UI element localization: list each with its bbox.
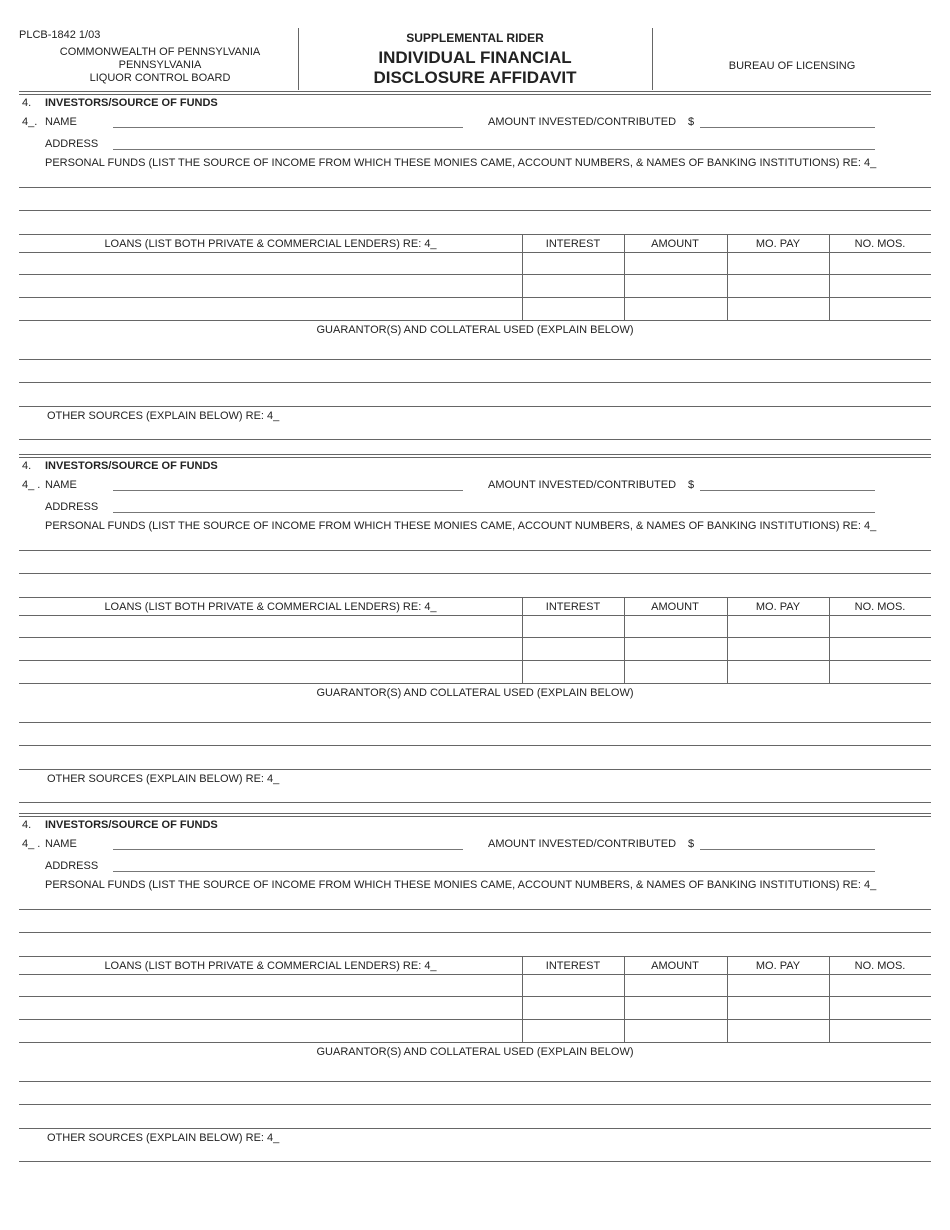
address-label: ADDRESS <box>45 860 99 872</box>
other-sources-line[interactable] <box>19 1145 931 1160</box>
loan-row-lender[interactable] <box>21 303 519 317</box>
guarantor-rule-2 <box>19 745 931 746</box>
loan-row-lender[interactable] <box>21 257 519 271</box>
personal-funds-rule-2 <box>19 573 931 574</box>
guarantor-line-1[interactable] <box>19 343 931 358</box>
guarantor-label: GUARANTOR(S) AND COLLATERAL USED (EXPLAIN BELOW) <box>316 1046 634 1058</box>
name-underline <box>113 849 463 850</box>
address-underline <box>113 149 875 150</box>
name-prefix: 4_. <box>22 116 38 128</box>
header-divider-left <box>298 28 299 90</box>
loans-row-rule-1 <box>19 274 931 275</box>
other-sources-rule <box>19 439 931 440</box>
agency-line-3: LIQUOR CONTROL BOARD <box>89 72 231 84</box>
personal-funds-line-2[interactable] <box>19 557 931 572</box>
section-heading: INVESTORS/SOURCE OF FUNDS <box>45 97 218 109</box>
personal-funds-rule-1 <box>19 909 931 910</box>
personal-funds-line-1[interactable] <box>19 893 931 908</box>
name-field[interactable] <box>113 476 463 490</box>
guarantor-line-1[interactable] <box>19 1065 931 1080</box>
amount-underline <box>700 127 875 128</box>
guarantor-line-2[interactable] <box>19 729 931 744</box>
address-field[interactable] <box>113 135 875 149</box>
guarantor-label: GUARANTOR(S) AND COLLATERAL USED (EXPLAIN BELOW) <box>316 324 634 336</box>
name-underline <box>113 490 463 491</box>
address-underline <box>113 871 875 872</box>
personal-funds-rule-2 <box>19 210 931 211</box>
personal-funds-line-2[interactable] <box>19 916 931 931</box>
personal-funds-rule-1 <box>19 550 931 551</box>
loans-table-bottom <box>19 1042 931 1043</box>
loans-col-divider <box>829 597 830 683</box>
name-prefix: 4_ . <box>22 838 41 850</box>
col-interest: INTEREST <box>545 960 601 972</box>
investor-section <box>0 813 950 1144</box>
loan-row-lender[interactable] <box>21 979 519 993</box>
loans-col-divider <box>522 956 523 1042</box>
agency-line-1: COMMONWEALTH OF PENNSYLVANIA <box>59 46 261 58</box>
section-heading: INVESTORS/SOURCE OF FUNDS <box>45 460 218 472</box>
other-sources-label: OTHER SOURCES (EXPLAIN BELOW) RE: 4_ <box>47 773 280 785</box>
address-label: ADDRESS <box>45 138 99 150</box>
guarantor-rule-3 <box>19 406 931 407</box>
dollar-sign: $ <box>688 838 695 850</box>
address-field[interactable] <box>113 498 875 512</box>
section-rule-top <box>19 91 931 92</box>
name-label: NAME <box>45 116 77 128</box>
personal-funds-line-1[interactable] <box>19 171 931 186</box>
amount-field[interactable] <box>700 113 875 127</box>
name-label: NAME <box>45 838 77 850</box>
guarantor-rule-1 <box>19 359 931 360</box>
loans-header-rule <box>19 252 931 253</box>
loan-row-lender[interactable] <box>21 666 519 680</box>
header-divider-right <box>652 28 653 90</box>
guarantor-label: GUARANTOR(S) AND COLLATERAL USED (EXPLAIN BELOW) <box>316 687 634 699</box>
section-number: 4. <box>22 819 32 831</box>
personal-funds-label: PERSONAL FUNDS (LIST THE SOURCE OF INCOME FROM WHICH THESE MONIES CAME, ACCOUNT NUMBERS, & NAMES OF BANKING INSTITUTIONS) RE: 4_ <box>45 157 877 169</box>
name-field[interactable] <box>113 113 463 127</box>
section-rule-bottom <box>19 816 931 817</box>
guarantor-rule-3 <box>19 1128 931 1129</box>
loans-row-rule-2 <box>19 1019 931 1020</box>
loans-label: LOANS (LIST BOTH PRIVATE & COMMERCIAL LENDERS) RE: 4_ <box>104 960 437 972</box>
loans-header-rule <box>19 974 931 975</box>
personal-funds-line-2[interactable] <box>19 194 931 209</box>
col-amount: AMOUNT <box>651 960 699 972</box>
bureau-label: BUREAU OF LICENSING <box>728 60 856 72</box>
loans-table-bottom <box>19 320 931 321</box>
col-mo-pay: MO. PAY <box>755 601 801 613</box>
loan-row-lender[interactable] <box>21 620 519 634</box>
form-id: PLCB-1842 1/03 <box>19 29 101 41</box>
section-rule-top <box>19 813 931 814</box>
loans-table-top <box>19 234 931 235</box>
form-title-line-2: DISCLOSURE AFFIDAVIT <box>373 68 577 87</box>
loans-label: LOANS (LIST BOTH PRIVATE & COMMERCIAL LENDERS) RE: 4_ <box>104 238 437 250</box>
guarantor-rule-1 <box>19 722 931 723</box>
loans-table-top <box>19 597 931 598</box>
loans-label: LOANS (LIST BOTH PRIVATE & COMMERCIAL LENDERS) RE: 4_ <box>104 601 437 613</box>
guarantor-line-2[interactable] <box>19 1088 931 1103</box>
amount-underline <box>700 490 875 491</box>
personal-funds-rule-1 <box>19 187 931 188</box>
section-rule-bottom <box>19 457 931 458</box>
guarantor-rule-2 <box>19 1104 931 1105</box>
amount-label: AMOUNT INVESTED/CONTRIBUTED <box>488 838 677 850</box>
loan-row-lender[interactable] <box>21 643 519 657</box>
other-sources-rule <box>19 802 931 803</box>
dollar-sign: $ <box>688 479 695 491</box>
agency-line-2: PENNSYLVANIA <box>118 59 202 71</box>
address-underline <box>113 512 875 513</box>
loans-table-top <box>19 956 931 957</box>
address-field[interactable] <box>113 857 875 871</box>
guarantor-rule-1 <box>19 1081 931 1082</box>
other-sources-line[interactable] <box>19 423 931 438</box>
guarantor-rule-2 <box>19 382 931 383</box>
name-underline <box>113 127 463 128</box>
loans-col-divider <box>829 234 830 320</box>
address-label: ADDRESS <box>45 501 99 513</box>
loans-header-rule <box>19 615 931 616</box>
other-sources-rule <box>19 1161 931 1162</box>
form-title-line-1: INDIVIDUAL FINANCIAL <box>378 48 572 67</box>
col-mo-pay: MO. PAY <box>755 960 801 972</box>
col-amount: AMOUNT <box>651 601 699 613</box>
loan-row-lender[interactable] <box>21 1002 519 1016</box>
section-number: 4. <box>22 460 32 472</box>
section-number: 4. <box>22 97 32 109</box>
section-heading: INVESTORS/SOURCE OF FUNDS <box>45 819 218 831</box>
name-prefix: 4_ . <box>22 479 41 491</box>
amount-label: AMOUNT INVESTED/CONTRIBUTED <box>488 479 677 491</box>
section-rule-bottom <box>19 94 931 95</box>
loans-row-rule-1 <box>19 996 931 997</box>
investor-section <box>0 454 950 785</box>
guarantor-line-1[interactable] <box>19 706 931 721</box>
amount-label: AMOUNT INVESTED/CONTRIBUTED <box>488 116 677 128</box>
loans-col-divider <box>522 234 523 320</box>
col-no-mos: NO. MOS. <box>854 960 906 972</box>
name-field[interactable] <box>113 835 463 849</box>
dollar-sign: $ <box>688 116 695 128</box>
loans-row-rule-2 <box>19 297 931 298</box>
col-no-mos: NO. MOS. <box>854 601 906 613</box>
loans-col-divider <box>829 956 830 1042</box>
loans-col-divider <box>727 956 728 1042</box>
loans-col-divider <box>624 234 625 320</box>
amount-underline <box>700 849 875 850</box>
loans-row-rule-2 <box>19 660 931 661</box>
other-sources-label: OTHER SOURCES (EXPLAIN BELOW) RE: 4_ <box>47 410 280 422</box>
loans-col-divider <box>727 234 728 320</box>
personal-funds-label: PERSONAL FUNDS (LIST THE SOURCE OF INCOME FROM WHICH THESE MONIES CAME, ACCOUNT NUMBERS, & NAMES OF BANKING INSTITUTIONS) RE: 4_ <box>45 879 877 891</box>
loan-row-lender[interactable] <box>21 280 519 294</box>
loans-col-divider <box>727 597 728 683</box>
name-label: NAME <box>45 479 77 491</box>
guarantor-line-2[interactable] <box>19 366 931 381</box>
col-amount: AMOUNT <box>651 238 699 250</box>
col-interest: INTEREST <box>545 238 601 250</box>
personal-funds-line-1[interactable] <box>19 534 931 549</box>
personal-funds-rule-2 <box>19 932 931 933</box>
loans-col-divider <box>522 597 523 683</box>
loans-row-rule-1 <box>19 637 931 638</box>
loans-col-divider <box>624 956 625 1042</box>
loans-table-bottom <box>19 683 931 684</box>
amount-field[interactable] <box>700 835 875 849</box>
col-interest: INTEREST <box>545 601 601 613</box>
other-sources-label: OTHER SOURCES (EXPLAIN BELOW) RE: 4_ <box>47 1132 280 1144</box>
col-mo-pay: MO. PAY <box>755 238 801 250</box>
section-rule-top <box>19 454 931 455</box>
investor-section <box>0 91 950 422</box>
amount-field[interactable] <box>700 476 875 490</box>
col-no-mos: NO. MOS. <box>854 238 906 250</box>
personal-funds-label: PERSONAL FUNDS (LIST THE SOURCE OF INCOME FROM WHICH THESE MONIES CAME, ACCOUNT NUMBERS, & NAMES OF BANKING INSTITUTIONS) RE: 4_ <box>45 520 877 532</box>
loan-row-lender[interactable] <box>21 1025 519 1039</box>
other-sources-line[interactable] <box>19 786 931 801</box>
guarantor-rule-3 <box>19 769 931 770</box>
rider-label: SUPPLEMENTAL RIDER <box>406 31 544 45</box>
loans-col-divider <box>624 597 625 683</box>
